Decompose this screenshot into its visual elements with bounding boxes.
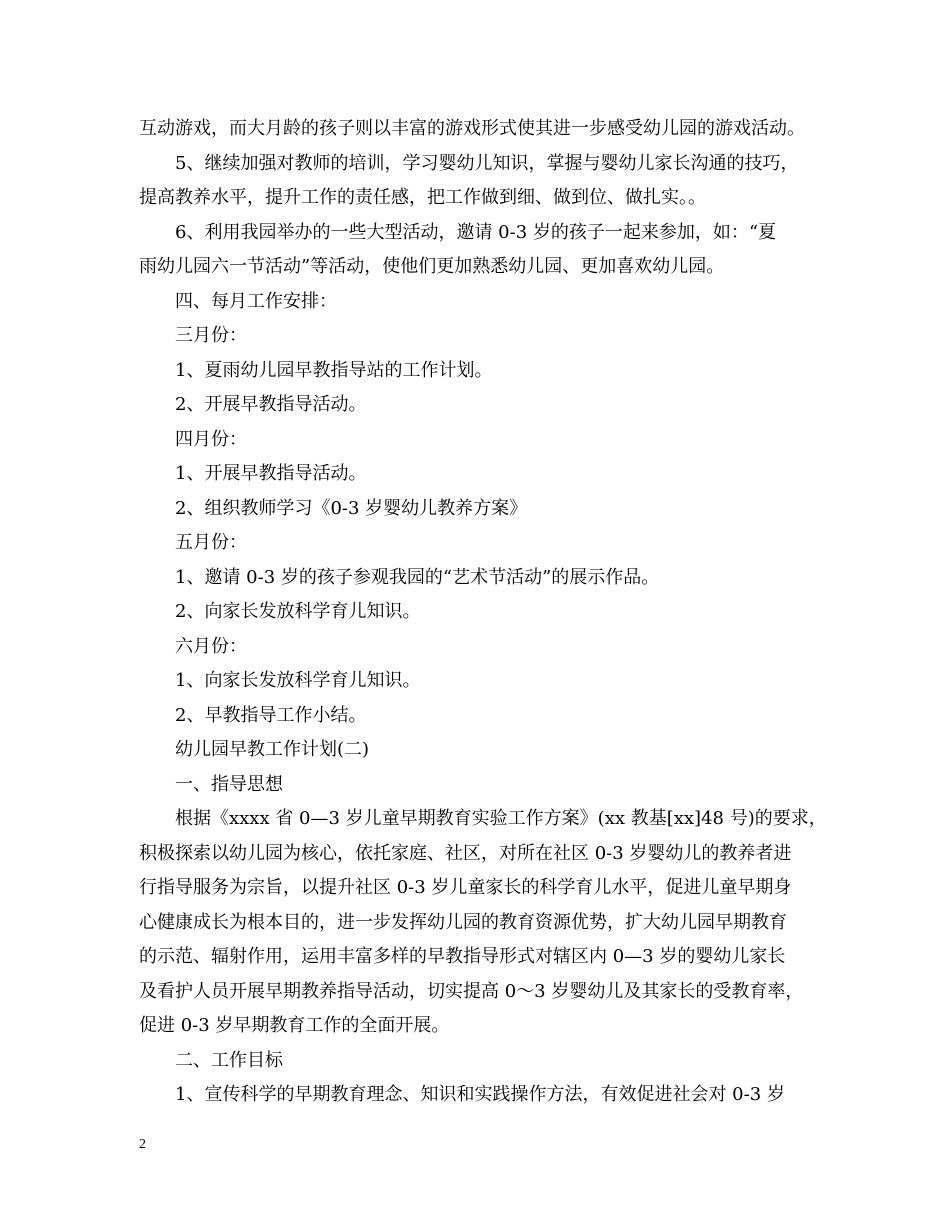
paragraph-line: 二、工作目标 <box>175 1049 283 1071</box>
paragraph-line: 促进 0-3 岁早期教育工作的全面开展。 <box>139 1015 450 1036</box>
paragraph-line: 行指导服务为宗旨，以提升社区 0-3 岁儿童家长的科学育儿水平，促进儿童早期身 <box>139 877 792 898</box>
paragraph-line: 的示范、辐射作用，运用丰富多样的早教指导形式对辖区内 0—3 岁的婴幼儿家长 <box>139 946 786 967</box>
paragraph-line: 1、宣传科学的早期教育理念、知识和实践操作方法，有效促进社会对 0-3 岁 <box>175 1084 785 1105</box>
document-body <box>139 112 827 1113</box>
paragraph-line: 积极探索以幼儿园为核心，依托家庭、社区，对所在社区 0-3 岁婴幼儿的教养者进 <box>139 842 792 864</box>
paragraph-line: 一、指导思想 <box>175 773 283 795</box>
paragraph-line: 雨幼儿园六一节活动”等活动，使他们更加熟悉幼儿园、更加喜欢幼儿园。 <box>139 256 725 277</box>
paragraph-line: 四、每月工作安排： <box>175 290 337 312</box>
paragraph-line: 2、组织教师学习《0-3 岁婴幼儿教养方案》 <box>175 497 528 519</box>
paragraph-line: 2、开展早教指导活动。 <box>175 394 367 415</box>
paragraph-line: 及看护人员开展早期教养指导活动，切实提高 0～3 岁婴幼儿及其家长的受教育率， <box>139 980 804 1002</box>
paragraph-line: 三月份： <box>175 325 247 346</box>
paragraph-line: 互动游戏，而大月龄的孩子则以丰富的游戏形式使其进一步感受幼儿园的游戏活动。 <box>139 118 805 139</box>
paragraph-line: 六月份： <box>175 635 247 657</box>
paragraph-line: 2、早教指导工作小结。 <box>175 704 367 726</box>
paragraph-line: 心健康成长为根本目的，进一步发挥幼儿园的教育资源优势，扩大幼儿园早期教育 <box>139 911 787 933</box>
paragraph-line: 2、向家长发放科学育儿知识。 <box>175 601 421 622</box>
paragraph-line: 1、夏雨幼儿园早教指导站的工作计划。 <box>175 359 493 381</box>
paragraph-line: 5、继续加强对教师的培训，学习婴幼儿知识，掌握与婴幼儿家长沟通的技巧， <box>175 152 799 174</box>
paragraph-line: 四月份： <box>175 428 247 450</box>
paragraph-line: 1、开展早教指导活动。 <box>175 463 367 484</box>
paragraph-line: 1、邀请 0-3 岁的孩子参观我园的“艺术节活动”的展示作品。 <box>175 566 660 588</box>
paragraph-line: 1、向家长发放科学育儿知识。 <box>175 670 421 691</box>
paragraph-line: 幼儿园早教工作计划(二) <box>175 739 370 760</box>
paragraph-line: 提高教养水平，提升工作的责任感，把工作做到细、做到位、做扎实。。 <box>139 187 706 208</box>
page-number: 2 <box>139 1137 146 1152</box>
paragraph-line: 6、利用我园举办的一些大型活动，邀请 0-3 岁的孩子一起来参加，如：“夏 <box>175 221 777 243</box>
paragraph-line: 根据《xxxx 省 0—3 岁儿童早期教育实验工作方案》(xx 教基[xx]48 号)的要求， <box>175 808 827 829</box>
paragraph-line: 五月份： <box>175 532 247 553</box>
